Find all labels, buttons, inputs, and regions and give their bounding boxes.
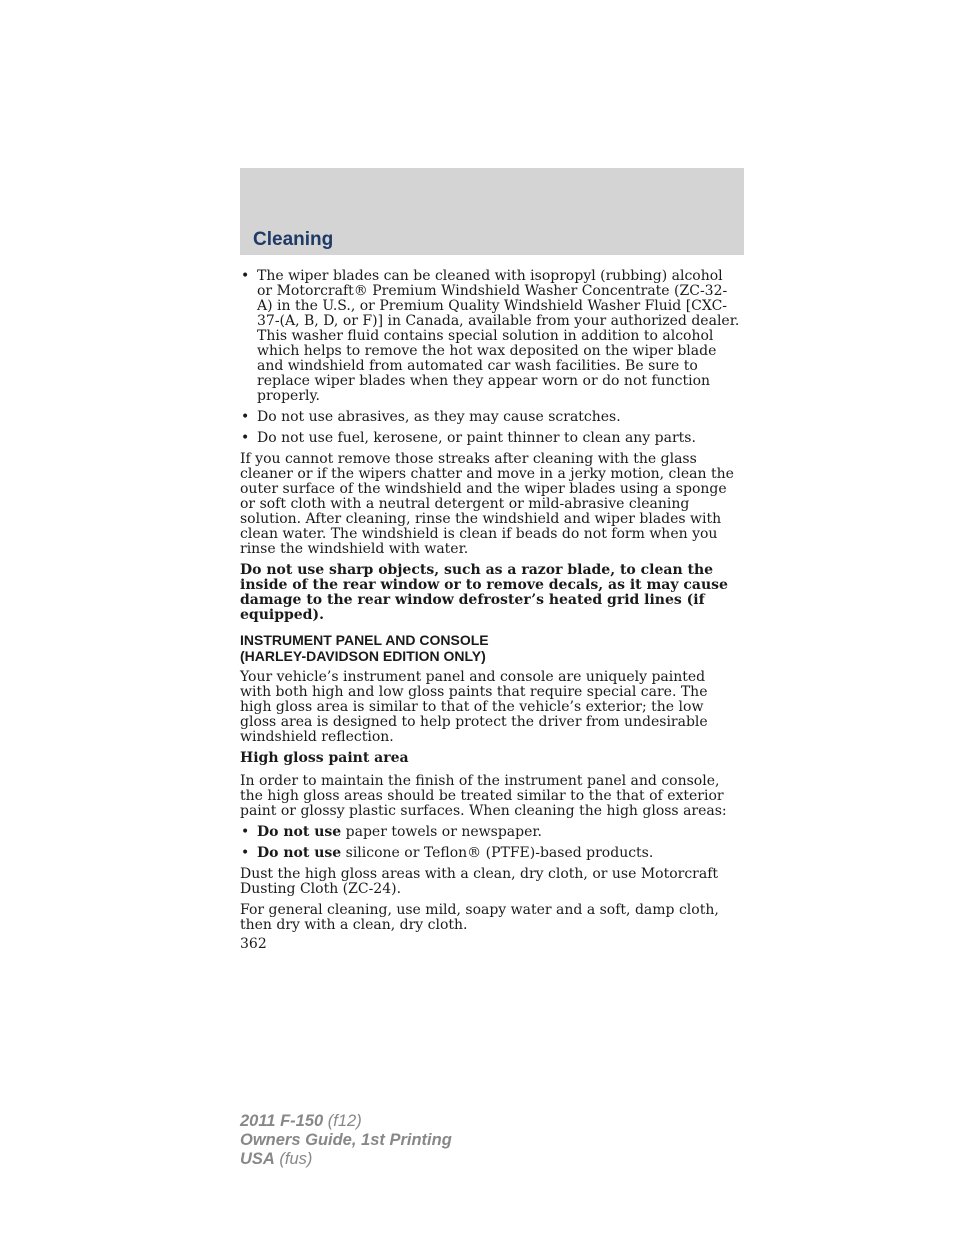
list-item xyxy=(240,846,740,861)
section-title: Cleaning xyxy=(253,229,334,250)
bullet-icon: • xyxy=(241,845,250,861)
page-content xyxy=(240,269,740,952)
list-item-text: paper towels or newspaper. xyxy=(341,824,542,840)
subheading: High gloss paint area xyxy=(240,750,409,766)
footer-imprint xyxy=(240,1112,452,1169)
list-item-text: Do not use fuel, kerosene, or paint thinner to clean any parts. xyxy=(257,430,696,446)
list-item xyxy=(240,410,740,425)
section-heading-line: INSTRUMENT PANEL AND CONSOLE xyxy=(240,632,489,648)
list-item-text: silicone or Teflon® (PTFE)-based products. xyxy=(341,845,654,861)
paragraph-intro: Your vehicle’s instrument panel and console are uniquely painted with both high and low gloss paints that require special care. The high gloss area is similar to that of the vehicle’s exterior; the low gloss area is designed to help protect the driver from undesirable windshield reflection. xyxy=(240,669,708,745)
paragraph-streaks: If you cannot remove those streaks after cleaning with the glass cleaner or if the wipers chatter and move in a jerky motion, clean the outer surface of the windshield and the wiper blades using a sponge or soft cloth with a neutral detergent or mild-abrasive cleaning solution. After cleaning, rinse the windshield and wiper blades with clean water. The windshield is clean if beads do not form when you rinse the windshield with water. xyxy=(240,451,734,557)
bullet-icon: • xyxy=(241,430,250,446)
section-header-band xyxy=(240,168,744,255)
list-item-text: The wiper blades can be cleaned with isopropyl (rubbing) alcohol or Motorcraft® Premium Windshield Washer Concentrate (ZC-32-A) in the U.S., or Premium Quality Windshield Washer Fluid [CXC-37-(A, B, D, or F)] in Canada, available from your authorized dealer. This washer fluid contains special solution in addition to alcohol which helps to remove the hot wax deposited on the wiper blade and windshield from automated car wash facilities. Be sure to replace wiper blades when they appear worn or do not function properly. xyxy=(257,268,740,404)
footer-line: USA (fus) xyxy=(240,1150,313,1168)
list-item xyxy=(240,431,740,446)
bullet-icon: • xyxy=(241,824,250,840)
bullet-icon: • xyxy=(241,409,250,425)
list-item-bold: Do not use xyxy=(257,845,342,861)
page-number: 362 xyxy=(240,936,267,952)
paragraph-dust: Dust the high gloss areas with a clean, dry cloth, or use Motorcraft Dusting Cloth (ZC-24). xyxy=(240,866,719,897)
paragraph-general: For general cleaning, use mild, soapy water and a soft, damp cloth, then dry with a clean, dry cloth. xyxy=(240,902,719,933)
section-heading xyxy=(240,632,740,664)
footer-line: Owners Guide, 1st Printing xyxy=(240,1131,452,1149)
warning-paragraph: Do not use sharp objects, such as a razor blade, to clean the inside of the rear window or to remove decals, as it may cause damage to the rear window defroster’s heated grid lines (if equipped). xyxy=(240,562,728,623)
footer-line: 2011 F-150 (f12) xyxy=(240,1112,362,1130)
bullet-icon: • xyxy=(241,268,250,284)
list-item-text: Do not use abrasives, as they may cause scratches. xyxy=(257,409,621,425)
list-item xyxy=(240,825,740,840)
list-item xyxy=(240,269,740,404)
list-item-bold: Do not use xyxy=(257,824,342,840)
paragraph-maintain: In order to maintain the finish of the instrument panel and console, the high gloss areas should be treated similar to the that of exterior paint or glossy plastic surfaces. When cleaning the high gloss areas: xyxy=(240,773,727,819)
section-heading-line: (HARLEY-DAVIDSON EDITION ONLY) xyxy=(240,648,486,664)
